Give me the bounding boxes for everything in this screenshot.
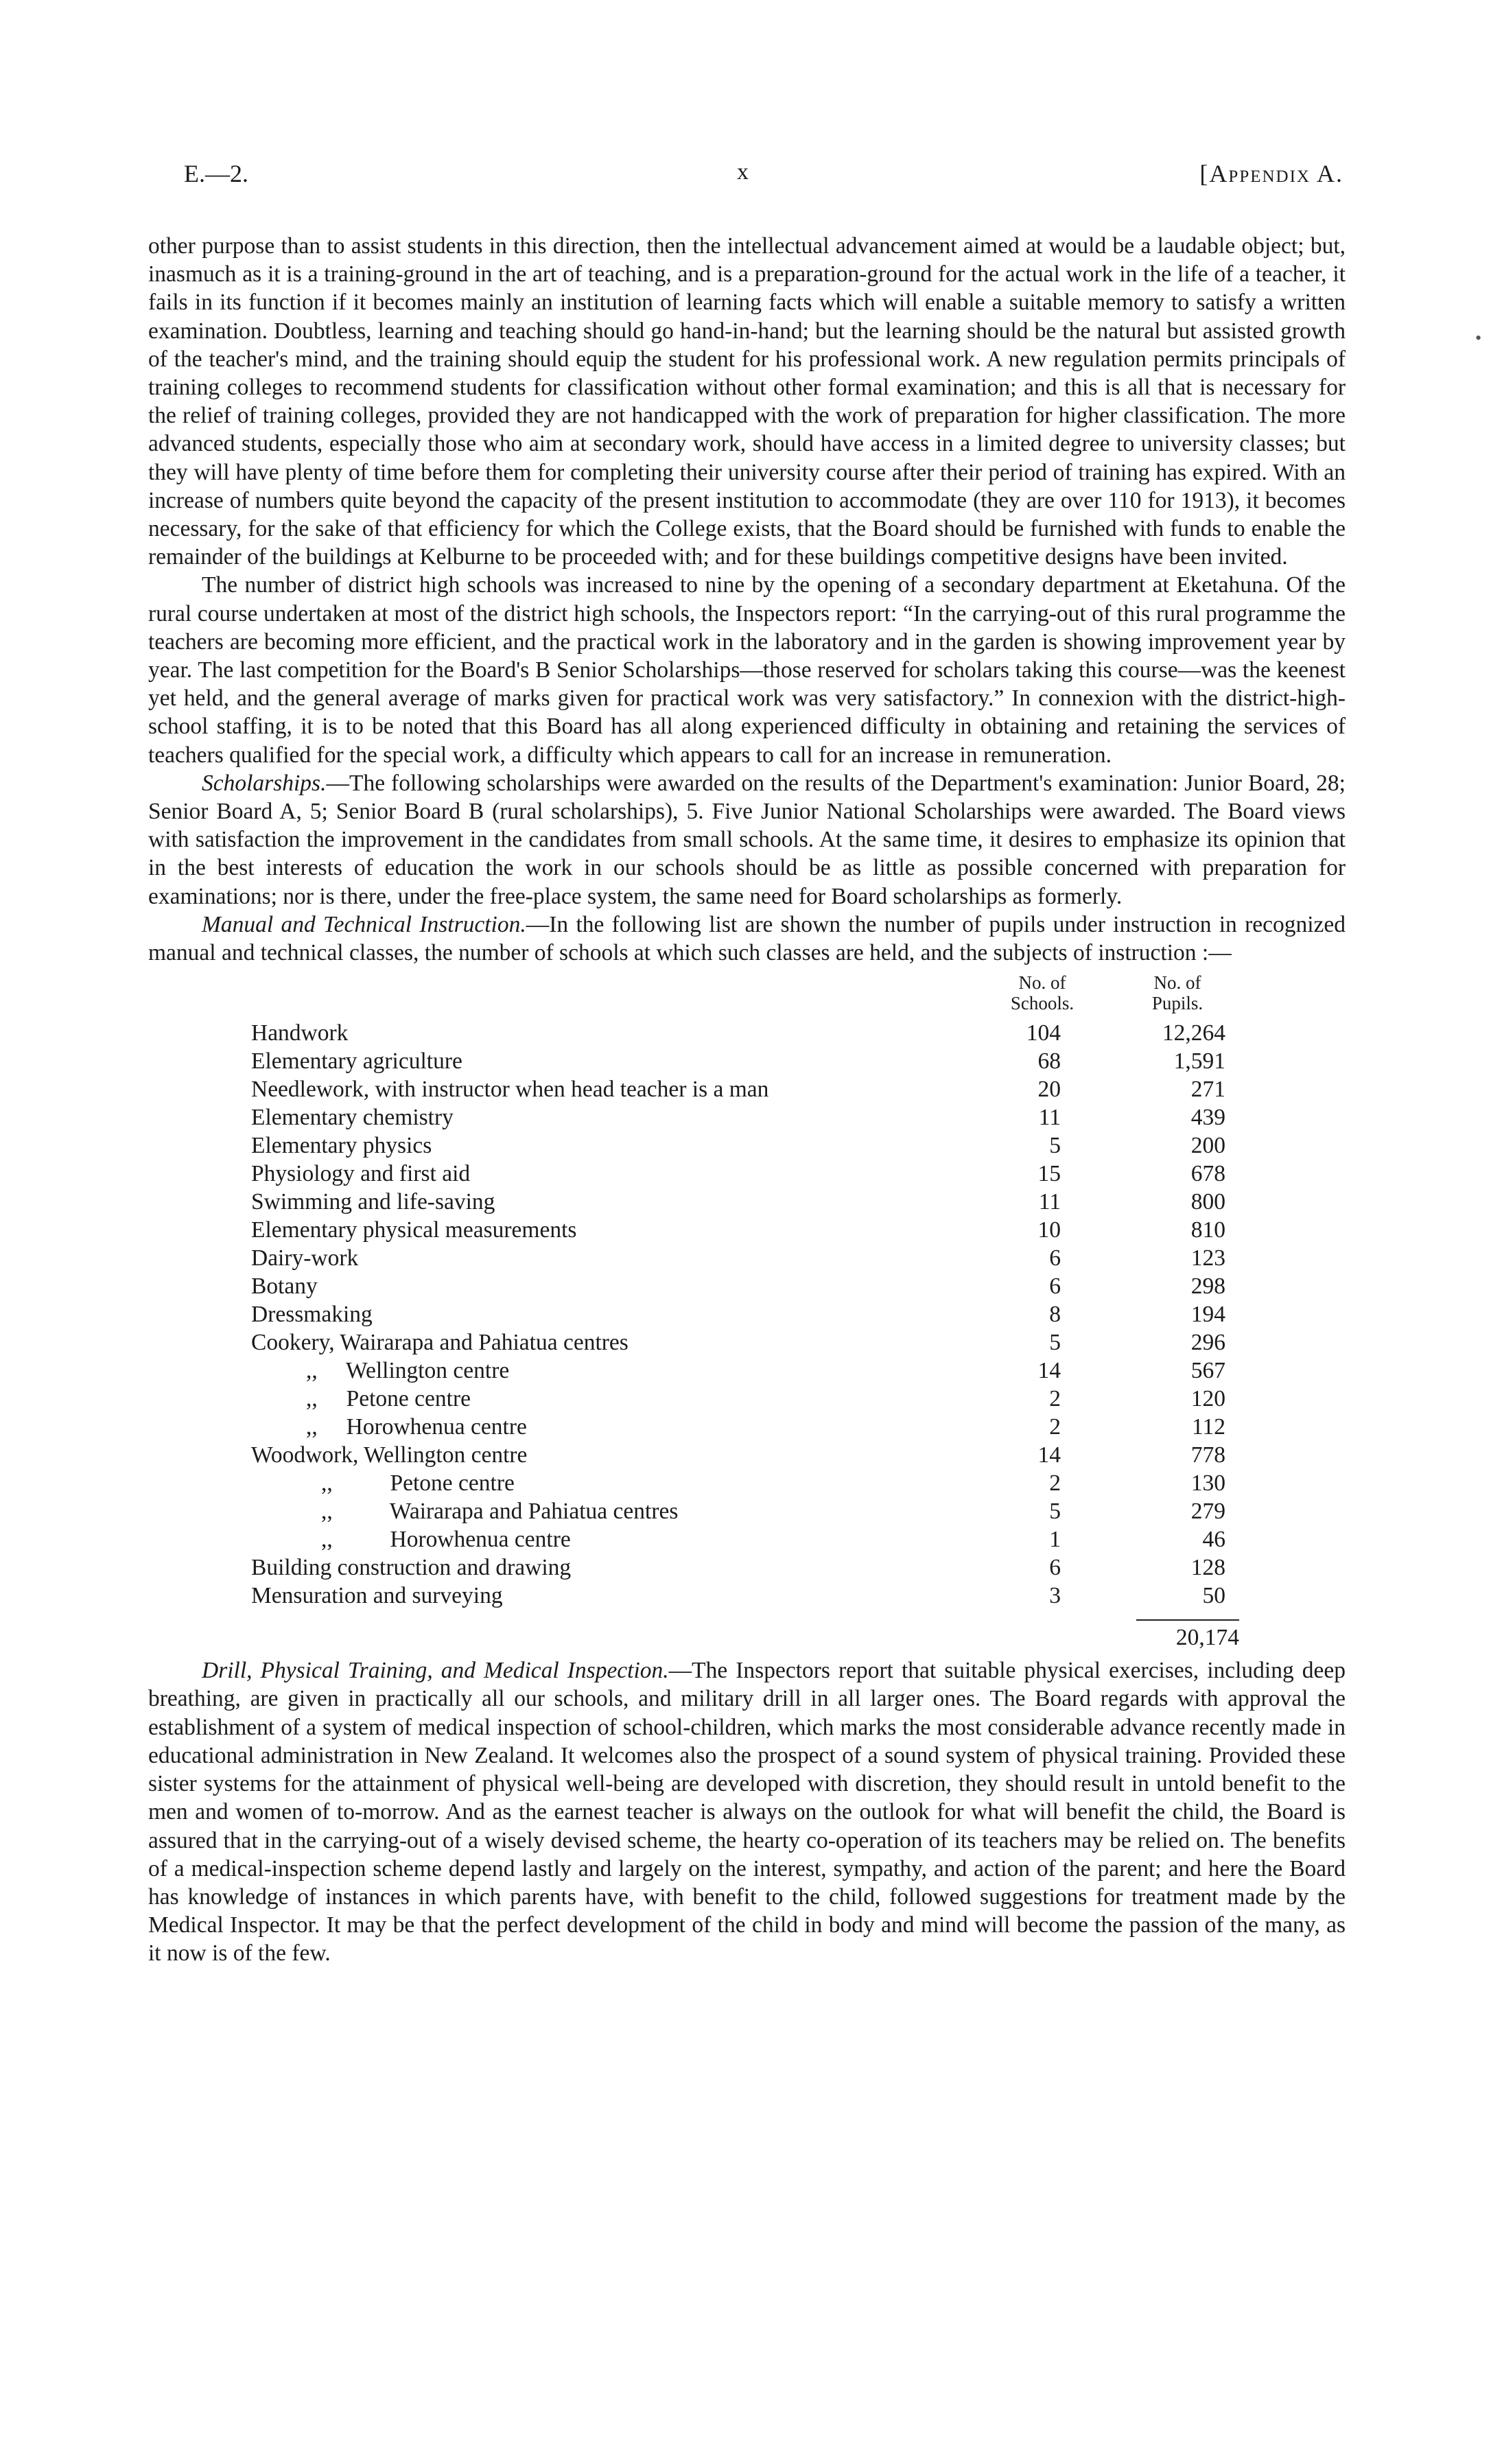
table-row [251, 1160, 1404, 1188]
table-row [251, 1357, 1404, 1385]
pupils-count: 130 [1190, 1470, 1225, 1497]
subject-label: Woodwork, Wellington centre [251, 1442, 528, 1468]
pupils-count: 120 [1190, 1386, 1225, 1412]
subject-label: Building construction and drawing [251, 1555, 572, 1581]
paragraph-training-college: other purpose than to assist students in this direction, then the intellectual advancement aimed at would be a laudable object; but, inasmuch as it is a training-ground in the art of teaching, and is a preparation-ground for the actual work in the life of a teacher, it fails in its function if it becomes mainly an institution of learning facts which will enable a suitable memory to satisfy a written examination. Doubtless, learning and teaching should go hand-in-hand; but the learning should be the natural but assisted growth of the teacher's mind, and the training should equip the student for his professional work. A new regulation permits principals of training colleges to recommend students for classification without other formal examination; and this is all that is necessary for the relief of training colleges, provided they are not handicapped with the work of preparation for higher classification. The more advanced students, especially those who aim at secondary work, should have access in a limited degree to university classes; but they will have plenty of time before them for completing their university course after their period of training has expired. With an increase of numbers quite beyond the capacity of the present institution to accommodate (they are over 110 for 1913), it becomes necessary, for the sake of that efficiency for which the College exists, that the Board should be furnished with funds to enable the remainder of the buildings at Kelburne to be proceeded with; and for these buildings competitive designs have been invited. [148, 233, 1346, 570]
pupils-count: 194 [1190, 1302, 1225, 1328]
appendix-bracket: [ [1199, 160, 1210, 187]
schools-count: 2 [1049, 1470, 1061, 1497]
schools-count: 10 [1037, 1217, 1061, 1243]
schools-count: 6 [1049, 1245, 1061, 1271]
page-header [184, 159, 1343, 200]
table-row [251, 1216, 1404, 1244]
schools-count: 2 [1049, 1414, 1061, 1440]
subject-label: Handwork [251, 1020, 349, 1046]
report-reference: E.—2. [184, 160, 248, 187]
table-row [251, 1047, 1404, 1075]
paragraph-drill-medical [148, 1656, 1346, 1967]
instruction-table [148, 972, 1346, 1656]
pupils-count: 778 [1190, 1442, 1225, 1468]
subject-label: Mensuration and surveying [251, 1583, 503, 1609]
pupils-count: 12,264 [1162, 1020, 1225, 1046]
table-row [251, 1441, 1404, 1469]
pupils-count: 810 [1190, 1217, 1225, 1243]
schools-count: 1 [1049, 1527, 1061, 1553]
pupils-count: 298 [1190, 1274, 1225, 1300]
subject-label: Physiology and first aid [251, 1161, 471, 1187]
table-row [251, 1188, 1404, 1216]
pupils-count: 567 [1190, 1358, 1225, 1384]
pupils-count: 50 [1202, 1583, 1225, 1609]
subject-label: Needlework, with instructor when head teacher is a man [251, 1077, 769, 1103]
schools-count: 104 [1026, 1020, 1061, 1046]
subject-label: Elementary physical measurements [251, 1217, 577, 1243]
pupils-count: 800 [1190, 1189, 1225, 1215]
table-row [251, 1328, 1404, 1357]
subject-label: Elementary agriculture [251, 1048, 462, 1075]
table-row [251, 1385, 1404, 1413]
schools-count: 3 [1049, 1583, 1061, 1609]
schools-count: 6 [1049, 1274, 1061, 1300]
column-header-schools-line1: No. of [1018, 972, 1066, 994]
subject-label: Dressmaking [251, 1302, 373, 1328]
scholarships-text: —The following scholarships were awarded on the results of the Department's examination: Junior Board, 28; Senior Board A, 5; Senior Board B (rural scholarships), 5. Five Junior National Scholarships were awarded. The Board views with satisfaction the improvement in the candidates from small schools. At the same time, it desires to emphasize its opinion that in the best interests of education the work in our schools should be as little as possible concerned with preparation for examinations; nor is there, under the free-place system, the same need for Board scholarships as formerly. [148, 770, 1346, 909]
subject-label: ,, Petone centre [306, 1386, 471, 1412]
schools-count: 2 [1049, 1386, 1061, 1412]
subject-label: ,, Horowhenua centre [321, 1527, 571, 1553]
subject-label: Elementary chemistry [251, 1105, 454, 1131]
schools-count: 8 [1049, 1302, 1061, 1328]
pupils-count: 1,591 [1173, 1048, 1225, 1075]
table-total: 20,174 [1175, 1625, 1239, 1651]
paragraph-scholarships [148, 769, 1346, 911]
table-row [251, 1300, 1404, 1328]
table-row [251, 1469, 1404, 1497]
pupils-count: 439 [1190, 1105, 1225, 1131]
table-row [251, 1244, 1404, 1272]
pupils-count: 678 [1190, 1161, 1225, 1187]
column-header-schools [998, 972, 1087, 1013]
subject-label: Botany [251, 1274, 318, 1300]
subject-label: ,, Petone centre [321, 1470, 515, 1497]
subject-label: Swimming and life-saving [251, 1189, 495, 1215]
body-text [148, 232, 1346, 1968]
pupils-count: 271 [1190, 1077, 1225, 1103]
table-row [251, 1272, 1404, 1300]
table-row [251, 1525, 1404, 1553]
manual-technical-heading: Manual and Technical Instruction. [202, 911, 526, 937]
schools-count: 6 [1049, 1555, 1061, 1581]
table-row [251, 1019, 1404, 1047]
subject-label: ,, Horowhenua centre [306, 1414, 527, 1440]
table-row [251, 1413, 1404, 1441]
subject-label: ,, Wellington centre [306, 1358, 510, 1384]
pupils-count: 296 [1190, 1330, 1225, 1356]
table-row [251, 1497, 1404, 1525]
table-row [251, 1582, 1404, 1610]
column-header-pupils-line1: No. of [1153, 972, 1201, 994]
pupils-count: 123 [1190, 1245, 1225, 1271]
schools-count: 5 [1049, 1499, 1061, 1525]
schools-count: 5 [1049, 1330, 1061, 1356]
pupils-count: 279 [1190, 1499, 1225, 1525]
table-row [251, 1553, 1404, 1582]
column-header-pupils [1129, 972, 1225, 1013]
table-row [251, 1103, 1404, 1131]
pupils-count: 112 [1191, 1414, 1225, 1440]
drill-medical-text: —The Inspectors report that suitable physical exercises, including deep breathing, are given in practically all our schools, and military drill in all larger ones. The Board regards with approval the establishment of a system of medical inspection of school-children, which marks the most considerable advance recently made in educational administration in New Zealand. It welcomes also the prospect of a sound system of physical training. Provided these sister systems for the attainment of physical well-being are developed with discretion, they should result in untold benefit to the men and women of to-morrow. And as the earnest teacher is always on the outlook for what will benefit the child, the Board is assured that in the carrying-out of a wisely devised scheme, the hearty co-operation of its teachers may be relied on. The benefits of a medical-inspection scheme depend lastly and largely on the interest, sympathy, and action of the parent; and here the Board has knowledge of instances in which parents have, with benefit to the child, followed suggestions for treatment made by the Medical Inspector. It may be that the perfect development of the child in body and mind will become the passion of the many, as it now is of the few. [148, 1658, 1346, 1967]
schools-count: 15 [1037, 1161, 1061, 1187]
schools-count: 14 [1037, 1358, 1061, 1384]
manual-technical-text: —In the following list are shown the number of pupils under instruction in recognized manual and technical classes, the number of schools at which such classes are held, and the subjects of instruction :— [148, 911, 1346, 966]
scholarships-heading: Scholarships. [202, 770, 327, 796]
subject-label: Dairy-work [251, 1245, 359, 1271]
drill-medical-heading: Drill, Physical Training, and Medical Inspection. [202, 1658, 669, 1684]
pupils-count: 200 [1190, 1133, 1225, 1159]
total-rule [1136, 1619, 1239, 1621]
appendix-text: Appendix A. [1209, 160, 1343, 187]
paragraph-district-high-schools: The number of district high schools was increased to nine by the opening of a secondary department at Eketahuna. Of the rural course undertaken at most of the district high schools, the Inspectors report: “In the carrying-out of this rural programme the teachers are becoming more efficient, and the practical work in the laboratory and in the garden is showing improvement year by year. The last competition for the Board's B Senior Scholarships—those reserved for scholars taking this course—was the keenest yet held, and the general average of marks given for practical work was very satisfactory.” In connexion with the district-high-school staffing, it is to be noted that this Board has all along experienced difficulty in obtaining and retaining the services of teachers qualified for the special work, a difficulty which appears to call for an increase in remuneration. [148, 572, 1346, 768]
schools-count: 14 [1037, 1442, 1061, 1468]
margin-mark: • [1475, 328, 1482, 348]
schools-count: 20 [1037, 1077, 1061, 1103]
pupils-count: 128 [1190, 1555, 1225, 1581]
pupils-count: 46 [1202, 1527, 1225, 1553]
subject-label: ,, Wairarapa and Pahiatua centres [321, 1499, 679, 1525]
page-number: x [737, 159, 749, 185]
table-row [251, 1131, 1404, 1160]
table-row [251, 1075, 1404, 1103]
schools-count: 68 [1037, 1048, 1061, 1075]
subject-label: Cookery, Wairarapa and Pahiatua centres [251, 1330, 629, 1356]
column-header-pupils-line2: Pupils. [1151, 993, 1204, 1014]
paragraph-manual-technical [148, 911, 1346, 967]
schools-count: 11 [1038, 1189, 1061, 1215]
schools-count: 5 [1049, 1133, 1061, 1159]
appendix-label [1199, 159, 1343, 188]
column-header-schools-line2: Schools. [1010, 993, 1075, 1014]
schools-count: 11 [1038, 1105, 1061, 1131]
subject-label: Elementary physics [251, 1133, 432, 1159]
